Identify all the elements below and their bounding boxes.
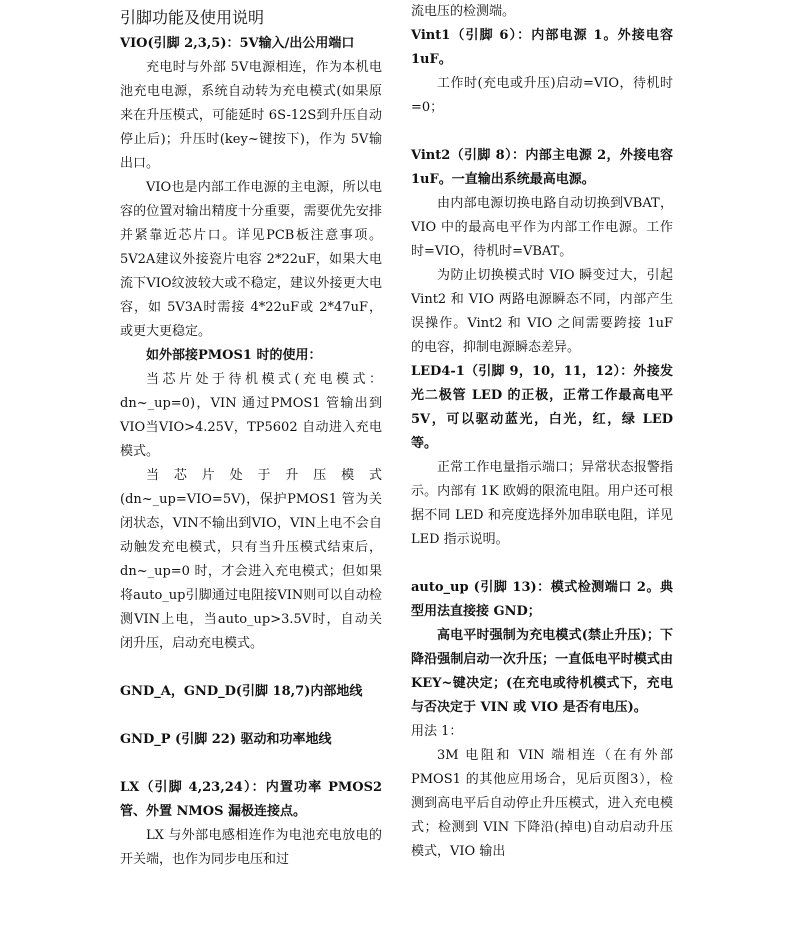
pmos-paragraph-1: 当芯片处于待机模式(充电模式：dn~_up=0)，VIN 通过PMOS1 管输出到VIO当VIO>4.25V，TP5602 自动进入充电模式。 [120,372,382,459]
led-heading: LED4-1（引脚 9，10，11，12）：外接发光二极管 LED 的正极，正常工作最高电平 5V，可以驱动蓝光，白光，红，绿 LED 等。 [411,364,673,451]
left-column [120,0,382,872]
vio-paragraph-1: 充电时与外部 5V电源相连，作为本机电池充电电源，系统自动转为充电模式(如果原来在升压模式，可能延时 6S-12S到升压自动停止后)；升压时(key~键按下)，作为 5V输出口。 [120,60,382,171]
auto-up-bold-paragraph: 高电平时强制为充电模式(禁止升压)；下降沿强制启动一次升压；一直低电平时模式由 KEY~键决定；(在充电或待机模式下，充电与否决定于 VIN 或 VIO 是否有电压)。 [411,628,673,715]
vint1-paragraph: 工作时(充电或升压)启动=VIO，待机时=0； [411,76,673,115]
lx-continuation: 流电压的检测端。 [411,4,516,19]
vint2-paragraph-2: 为防止切换模式时 VIO 瞬变过大，引起 Vint2 和 VIO 两路电源瞬态不同，内部产生误操作。Vint2 和 VIO 之间需要跨接 1uF 的电容，抑制电源瞬态差异。 [411,268,673,355]
vint2-heading: Vint2（引脚 8）：内部主电源 2，外接电容 1uF。一直输出系统最高电源。 [411,148,673,187]
pmos-paragraph-2: 当芯片处于升压模式(dn~_up=VIO=5V)，保护PMOS1 管为关闭状态，VIN不输出到VIO，VIN上电不会自动触发充电模式，只有当升压模式结束后，dn~_up=0 时，才会进入充电模式；但如果将auto_up引脚通过电阻接VIN则可以自动检测VIN上电，当auto_up>3.5V时，自动关闭升压，启动充电模式。 [120,468,382,651]
auto-up-heading: auto_up (引脚 13)：模式检测端口 2。典型用法直接接 GND； [411,580,673,619]
page-title: 引脚功能及使用说明 [120,8,265,27]
vio-heading: VIO(引脚 2,3,5)：5V输入/出公用端口 [120,36,355,51]
right-column [411,0,673,864]
usage-label: 用法 1： [411,724,463,739]
vint2-paragraph-1: 由内部电源切换电路自动切换到VBAT，VIO 中的最高电平作为内部工作电源。工作时=VIO，待机时=VBAT。 [411,196,673,259]
led-paragraph: 正常工作电量指示端口；异常状态报警指示。内部有 1K 欧姆的限流电阻。用户还可根据不同 LED 和亮度选择外加串联电阻，详见 LED 指示说明。 [411,460,673,547]
pmos-heading: 如外部接PMOS1 时的使用： [146,348,322,363]
vio-paragraph-2: VIO也是内部工作电源的主电源，所以电容的位置对输出精度十分重要，需要优先安排并紧靠近芯片口。详见PCB板注意事项。5V2A建议外接瓷片电容 2*22uF，如果大电流下VIO纹波较大或不稳定，建议外接更大电容，如 5V3A时需接 4*22uF或 2*47uF，或更大更稳定。 [120,180,382,339]
lx-heading: LX（引脚 4,23,24）：内置功率 PMOS2 管、外置 NMOS 漏极连接点。 [120,780,382,819]
gndp-heading: GND_P (引脚 22) 驱动和功率地线 [120,732,332,747]
gnd-heading: GND_A，GND_D(引脚 18,7)内部地线 [120,684,363,699]
lx-paragraph-1: LX 与外部电感相连作为电池充电放电的开关端，也作为同步电压和过 [120,828,382,867]
usage-paragraph: 3M 电阻和 VIN 端相连（在有外部PMOS1 的其他应用场合，见后页图3），检测到高电平后自动停止升压模式，进入充电模式；检测到 VIN 下降沿(掉电)自动启动升压模式，VIO 输出 [411,748,673,859]
vint1-heading: Vint1（引脚 6）：内部电源 1。外接电容 1uF。 [411,28,673,67]
